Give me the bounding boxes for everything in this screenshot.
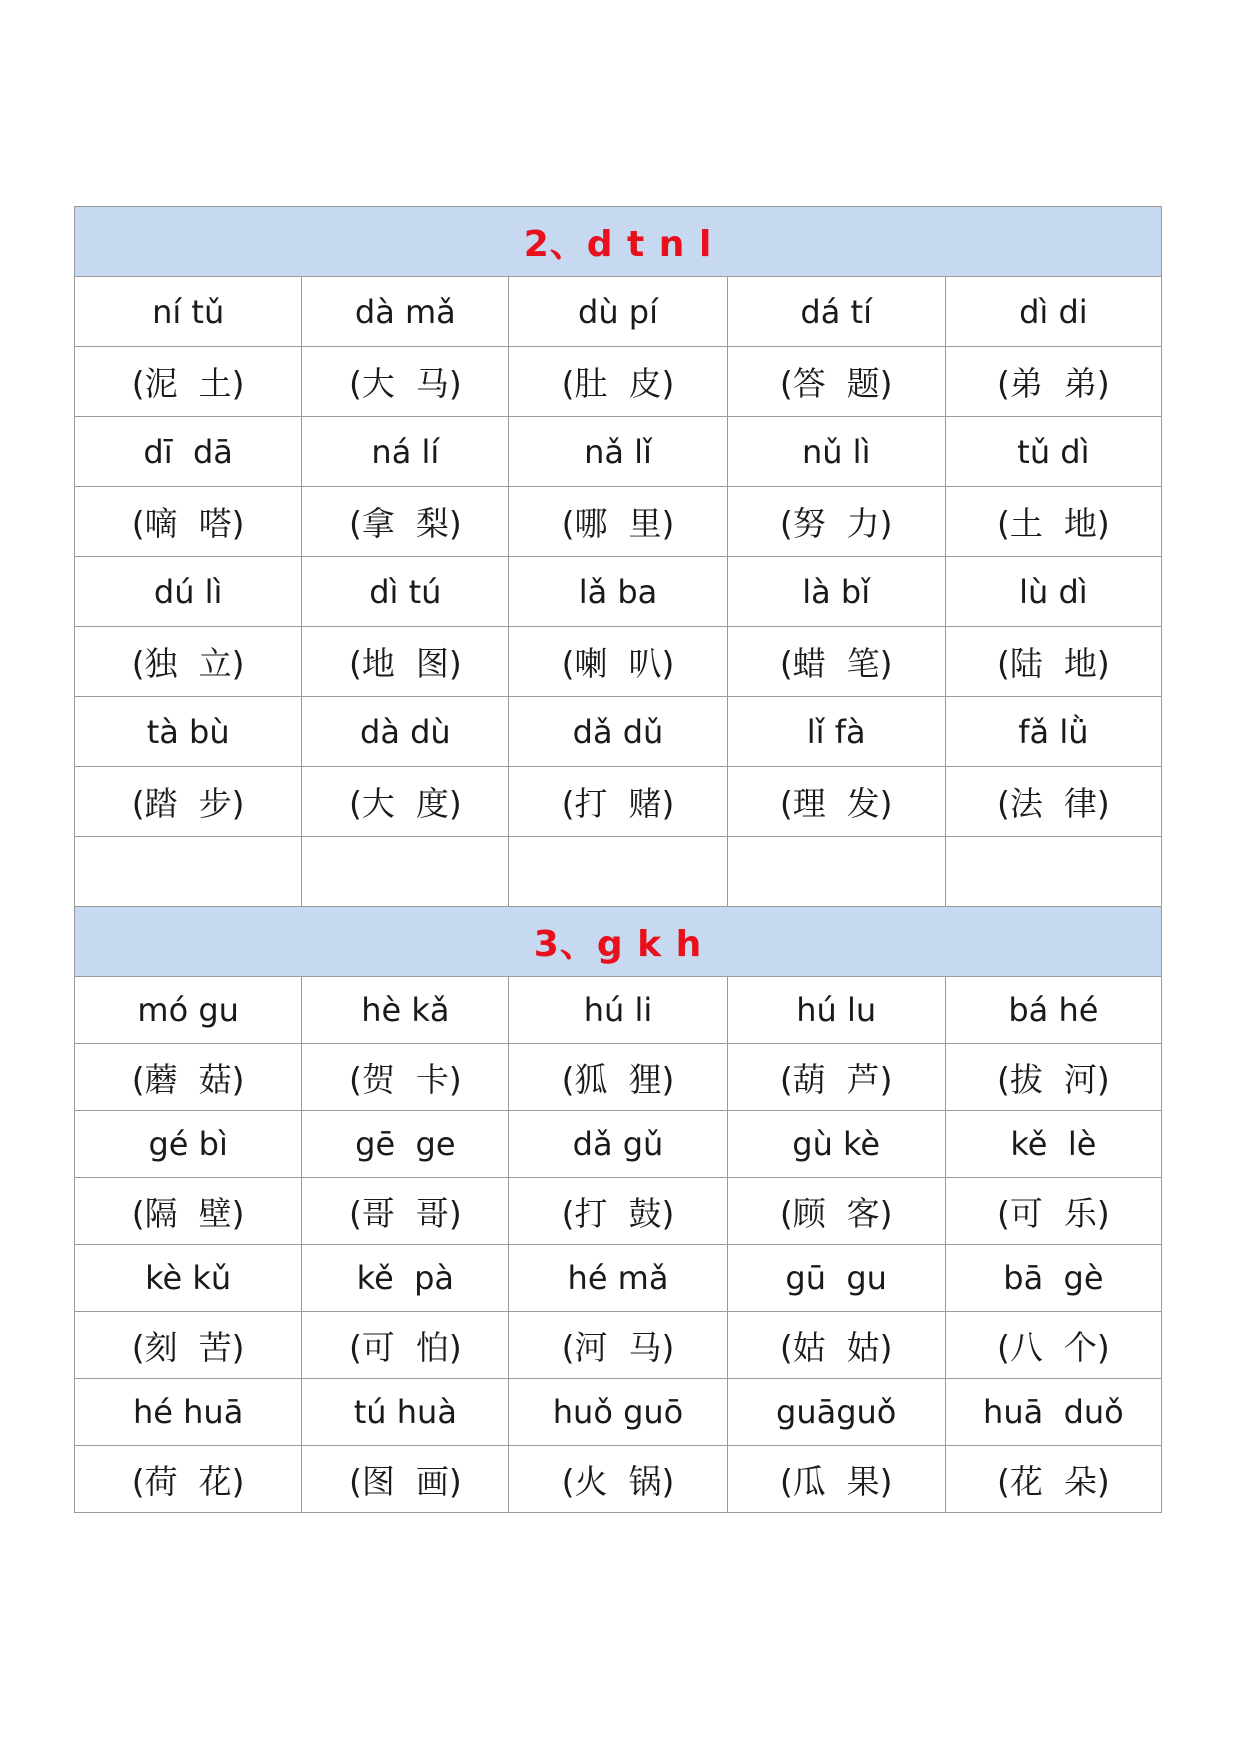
pinyin-cell: tǔ dì [945, 417, 1161, 487]
section-1 [75, 207, 1162, 907]
hanzi-cell: (打 赌) [509, 767, 727, 837]
empty-cell [302, 837, 509, 907]
hanzi-cell: (可 怕) [302, 1312, 509, 1379]
pinyin-cell: dǎ dǔ [509, 697, 727, 767]
pinyin-cell: nǎ lǐ [509, 417, 727, 487]
hanzi-cell: (刻 苦) [75, 1312, 302, 1379]
pinyin-cell: hé mǎ [509, 1245, 727, 1312]
hanzi-cell: (八 个) [945, 1312, 1161, 1379]
section-header-row [75, 207, 1162, 277]
hanzi-cell: (蘑 菇) [75, 1044, 302, 1111]
empty-cell [509, 837, 727, 907]
pinyin-cell: dì tú [302, 557, 509, 627]
hanzi-cell: (图 画) [302, 1446, 509, 1513]
pinyin-cell: gé bì [75, 1111, 302, 1178]
pinyin-cell: tà bù [75, 697, 302, 767]
pinyin-cell: fǎ lǜ [945, 697, 1161, 767]
pinyin-cell: huǒ guō [509, 1379, 727, 1446]
hanzi-cell: (大 马) [302, 347, 509, 417]
hanzi-cell: (地 图) [302, 627, 509, 697]
pinyin-cell: dà dù [302, 697, 509, 767]
pinyin-cell: gù kè [727, 1111, 945, 1178]
pinyin-cell: tú huà [302, 1379, 509, 1446]
hanzi-cell: (哪 里) [509, 487, 727, 557]
pinyin-row [75, 557, 1162, 627]
hanzi-cell: (打 鼓) [509, 1178, 727, 1245]
hanzi-row [75, 627, 1162, 697]
pinyin-cell: bā gè [945, 1245, 1161, 1312]
pinyin-cell: dī dā [75, 417, 302, 487]
pinyin-cell: hé huā [75, 1379, 302, 1446]
pinyin-row [75, 1245, 1162, 1312]
pinyin-cell: hú lu [727, 977, 945, 1044]
hanzi-row [75, 1178, 1162, 1245]
hanzi-cell: (拔 河) [945, 1044, 1161, 1111]
pinyin-row [75, 697, 1162, 767]
pinyin-cell: kě pà [302, 1245, 509, 1312]
pinyin-cell: guāguǒ [727, 1379, 945, 1446]
hanzi-cell: (肚 皮) [509, 347, 727, 417]
hanzi-cell: (火 锅) [509, 1446, 727, 1513]
pinyin-cell: dà mǎ [302, 277, 509, 347]
pinyin-cell: dì di [945, 277, 1161, 347]
hanzi-row [75, 767, 1162, 837]
empty-cell [75, 837, 302, 907]
pinyin-row [75, 277, 1162, 347]
pinyin-cell: gē ge [302, 1111, 509, 1178]
hanzi-cell: (花 朵) [945, 1446, 1161, 1513]
pinyin-row [75, 1379, 1162, 1446]
hanzi-cell: (法 律) [945, 767, 1161, 837]
hanzi-cell: (答 题) [727, 347, 945, 417]
hanzi-cell: (踏 步) [75, 767, 302, 837]
pinyin-cell: dú lì [75, 557, 302, 627]
hanzi-cell: (隔 壁) [75, 1178, 302, 1245]
pinyin-cell: hú li [509, 977, 727, 1044]
hanzi-cell: (瓜 果) [727, 1446, 945, 1513]
pinyin-cell: mó gu [75, 977, 302, 1044]
pinyin-cell: ná lí [302, 417, 509, 487]
pinyin-cell: dù pí [509, 277, 727, 347]
pinyin-cell: nǔ lì [727, 417, 945, 487]
pinyin-cell: kě lè [945, 1111, 1161, 1178]
section-title: 2、d t n l [75, 207, 1162, 277]
hanzi-row [75, 1044, 1162, 1111]
section-header-row [75, 907, 1162, 977]
hanzi-cell: (拿 梨) [302, 487, 509, 557]
hanzi-cell: (狐 狸) [509, 1044, 727, 1111]
hanzi-cell: (哥 哥) [302, 1178, 509, 1245]
hanzi-cell: (理 发) [727, 767, 945, 837]
hanzi-cell: (嘀 嗒) [75, 487, 302, 557]
hanzi-cell: (土 地) [945, 487, 1161, 557]
hanzi-cell: (河 马) [509, 1312, 727, 1379]
pinyin-row [75, 417, 1162, 487]
hanzi-cell: (大 度) [302, 767, 509, 837]
pinyin-cell: lǎ ba [509, 557, 727, 627]
blank-row [75, 837, 1162, 907]
hanzi-cell: (葫 芦) [727, 1044, 945, 1111]
pinyin-cell: kè kǔ [75, 1245, 302, 1312]
hanzi-cell: (陆 地) [945, 627, 1161, 697]
hanzi-cell: (努 力) [727, 487, 945, 557]
hanzi-cell: (荷 花) [75, 1446, 302, 1513]
pinyin-word-table [74, 206, 1162, 1513]
section-title: 3、g k h [75, 907, 1162, 977]
hanzi-cell: (可 乐) [945, 1178, 1161, 1245]
hanzi-row [75, 487, 1162, 557]
pinyin-cell: huā duǒ [945, 1379, 1161, 1446]
pinyin-row [75, 1111, 1162, 1178]
hanzi-cell: (泥 土) [75, 347, 302, 417]
section-2 [75, 907, 1162, 1513]
pinyin-cell: ní tǔ [75, 277, 302, 347]
hanzi-cell: (贺 卡) [302, 1044, 509, 1111]
hanzi-row [75, 1312, 1162, 1379]
hanzi-row [75, 1446, 1162, 1513]
pinyin-row [75, 977, 1162, 1044]
hanzi-cell: (弟 弟) [945, 347, 1161, 417]
hanzi-cell: (姑 姑) [727, 1312, 945, 1379]
pinyin-cell: gū gu [727, 1245, 945, 1312]
hanzi-cell: (顾 客) [727, 1178, 945, 1245]
pinyin-cell: bá hé [945, 977, 1161, 1044]
pinyin-cell: hè kǎ [302, 977, 509, 1044]
empty-cell [727, 837, 945, 907]
pinyin-cell: lù dì [945, 557, 1161, 627]
empty-cell [945, 837, 1161, 907]
pinyin-cell: là bǐ [727, 557, 945, 627]
hanzi-cell: (独 立) [75, 627, 302, 697]
pinyin-cell: dá tí [727, 277, 945, 347]
hanzi-cell: (蜡 笔) [727, 627, 945, 697]
pinyin-cell: lǐ fà [727, 697, 945, 767]
hanzi-row [75, 347, 1162, 417]
pinyin-cell: dǎ gǔ [509, 1111, 727, 1178]
hanzi-cell: (喇 叭) [509, 627, 727, 697]
